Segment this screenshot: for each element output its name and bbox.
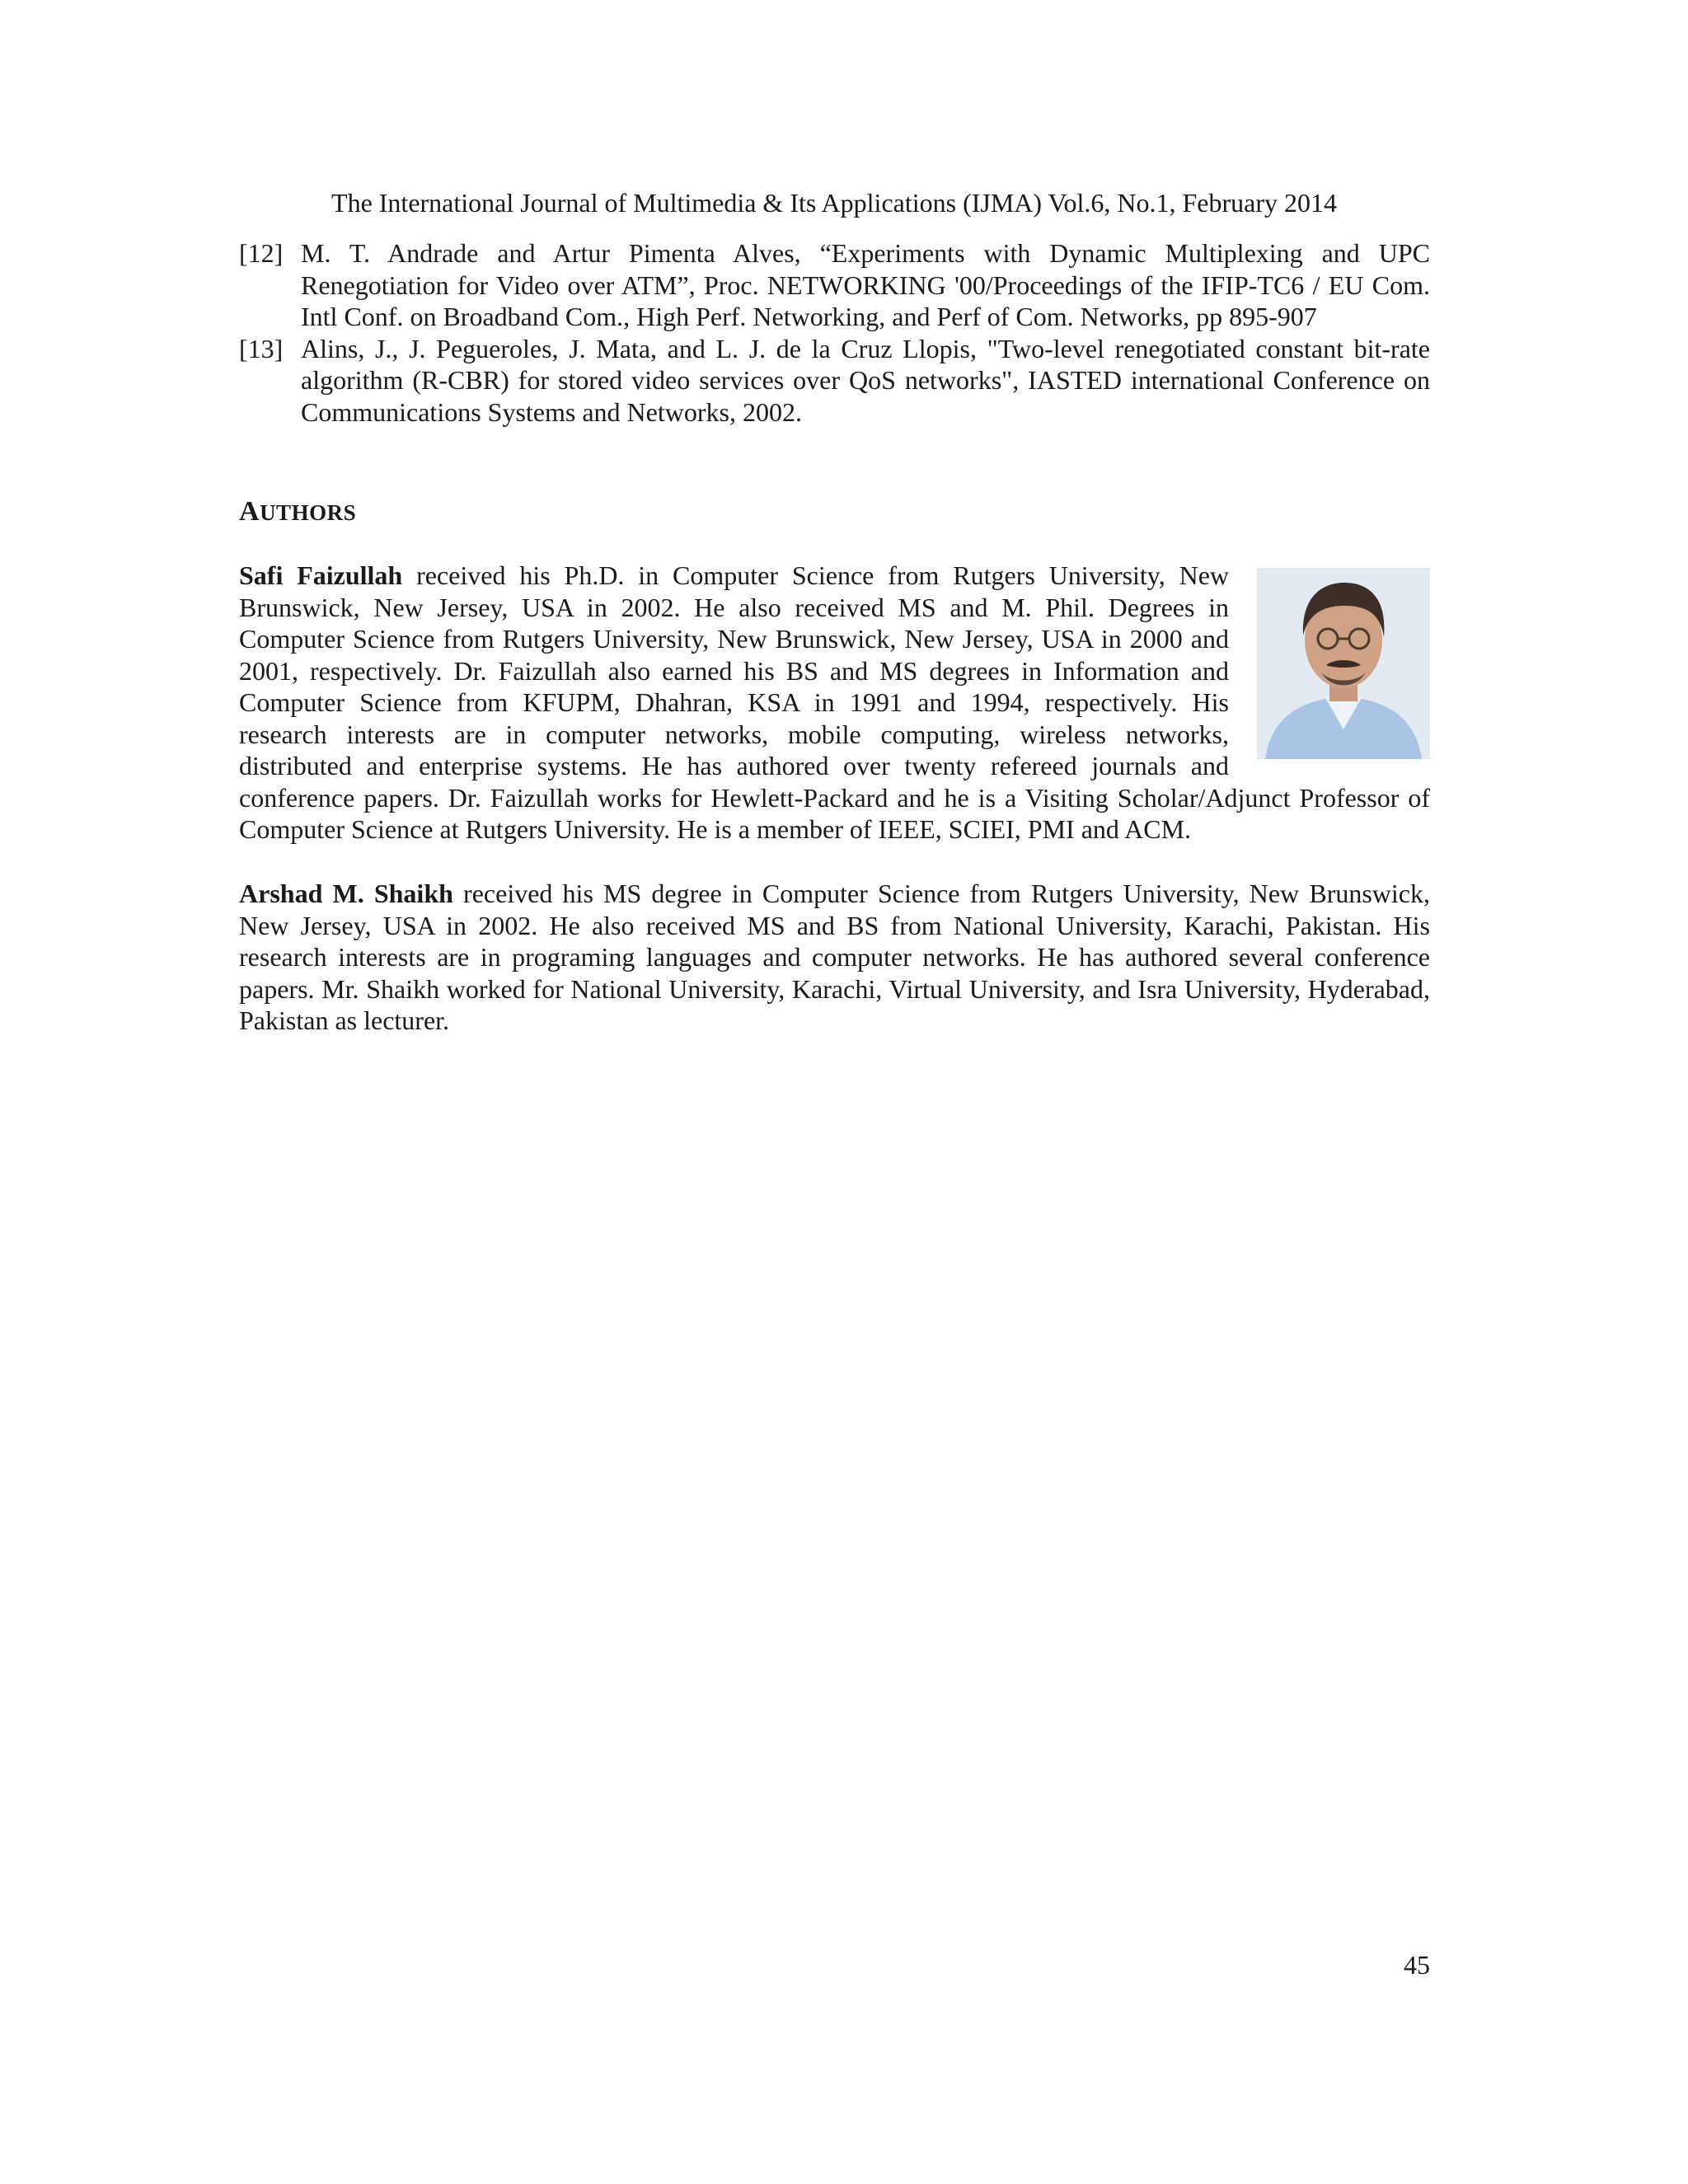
reference-text: Alins, J., J. Pegueroles, J. Mata, and L. J. de la Cruz Llopis, "Two-level renegotiated constant bit-rate algorithm (R-CBR) for stored video services over QoS networks", IASTED international Conference on Communications Systems and Networks, 2002.	[301, 333, 1430, 427]
author-bio	[239, 878, 1430, 1037]
author-bio-text: received his MS degree in Computer Science from Rutgers University, New Brunswick, New Jersey, USA in 2002. He also received MS and BS from National University, Karachi, Pakistan. His research interests are in programing languages and computer networks. He has authored several conference papers. Mr. Shaikh worked for National University, Karachi, Virtual University, and Isra University, Hyderabad, Pakistan as lecturer.	[239, 879, 1431, 1035]
reference-text: M. T. Andrade and Artur Pimenta Alves, “Experiments with Dynamic Multiplexing and UPC Renegotiation for Video over ATM”, Proc. NETWORKING '00/Proceedings of the IFIP-TC6 / EU Com. Intl Conf. on Broadband Com., High Perf. Networking, and Perf of Com. Networks, pp 895-907	[301, 238, 1430, 331]
author-name: Safi Faizullah	[239, 560, 403, 590]
author-bio	[239, 560, 1430, 846]
running-header: The International Journal of Multimedia & Its Applications (IJMA) Vol.6, No.1, February 2014	[331, 188, 1337, 218]
references-list	[239, 237, 1430, 428]
authors-heading-rest: UTHORS	[260, 500, 357, 525]
page-number: 45	[1404, 1950, 1430, 1980]
portrait-image	[1257, 568, 1430, 759]
author-bio-text: received his Ph.D. in Computer Science from Rutgers University, New Brunswick, New Jersey, USA in 2002. He also received MS and M. Phil. Degrees in Computer Science from Rutgers University, New Brunswick, New Jersey, USA in 2000 and 2001, respectively. Dr. Faizullah also earned his BS and MS degrees in Information and Computer Science from KFUPM, Dhahran, KSA in 1991 and 1994, respectively. His research interests are in computer networks, mobile computing, wireless networks, distributed and enterprise systems. He has authored over twenty refereed journals and conference papers. Dr. Faizullah works for Hewlett-Packard and he is a Visiting Scholar/Adjunct Professor of Computer Science at Rutgers University. He is a member of IEEE, SCIEI, PMI and ACM.	[239, 560, 1430, 844]
authors-heading	[239, 493, 356, 532]
author-photo	[1257, 568, 1430, 759]
reference-item	[239, 237, 1430, 333]
reference-number: [13]	[239, 333, 284, 363]
reference-item	[239, 333, 1430, 429]
reference-number: [12]	[239, 238, 284, 268]
author-name: Arshad M. Shaikh	[239, 879, 453, 908]
authors-heading-initial: A	[239, 496, 260, 527]
